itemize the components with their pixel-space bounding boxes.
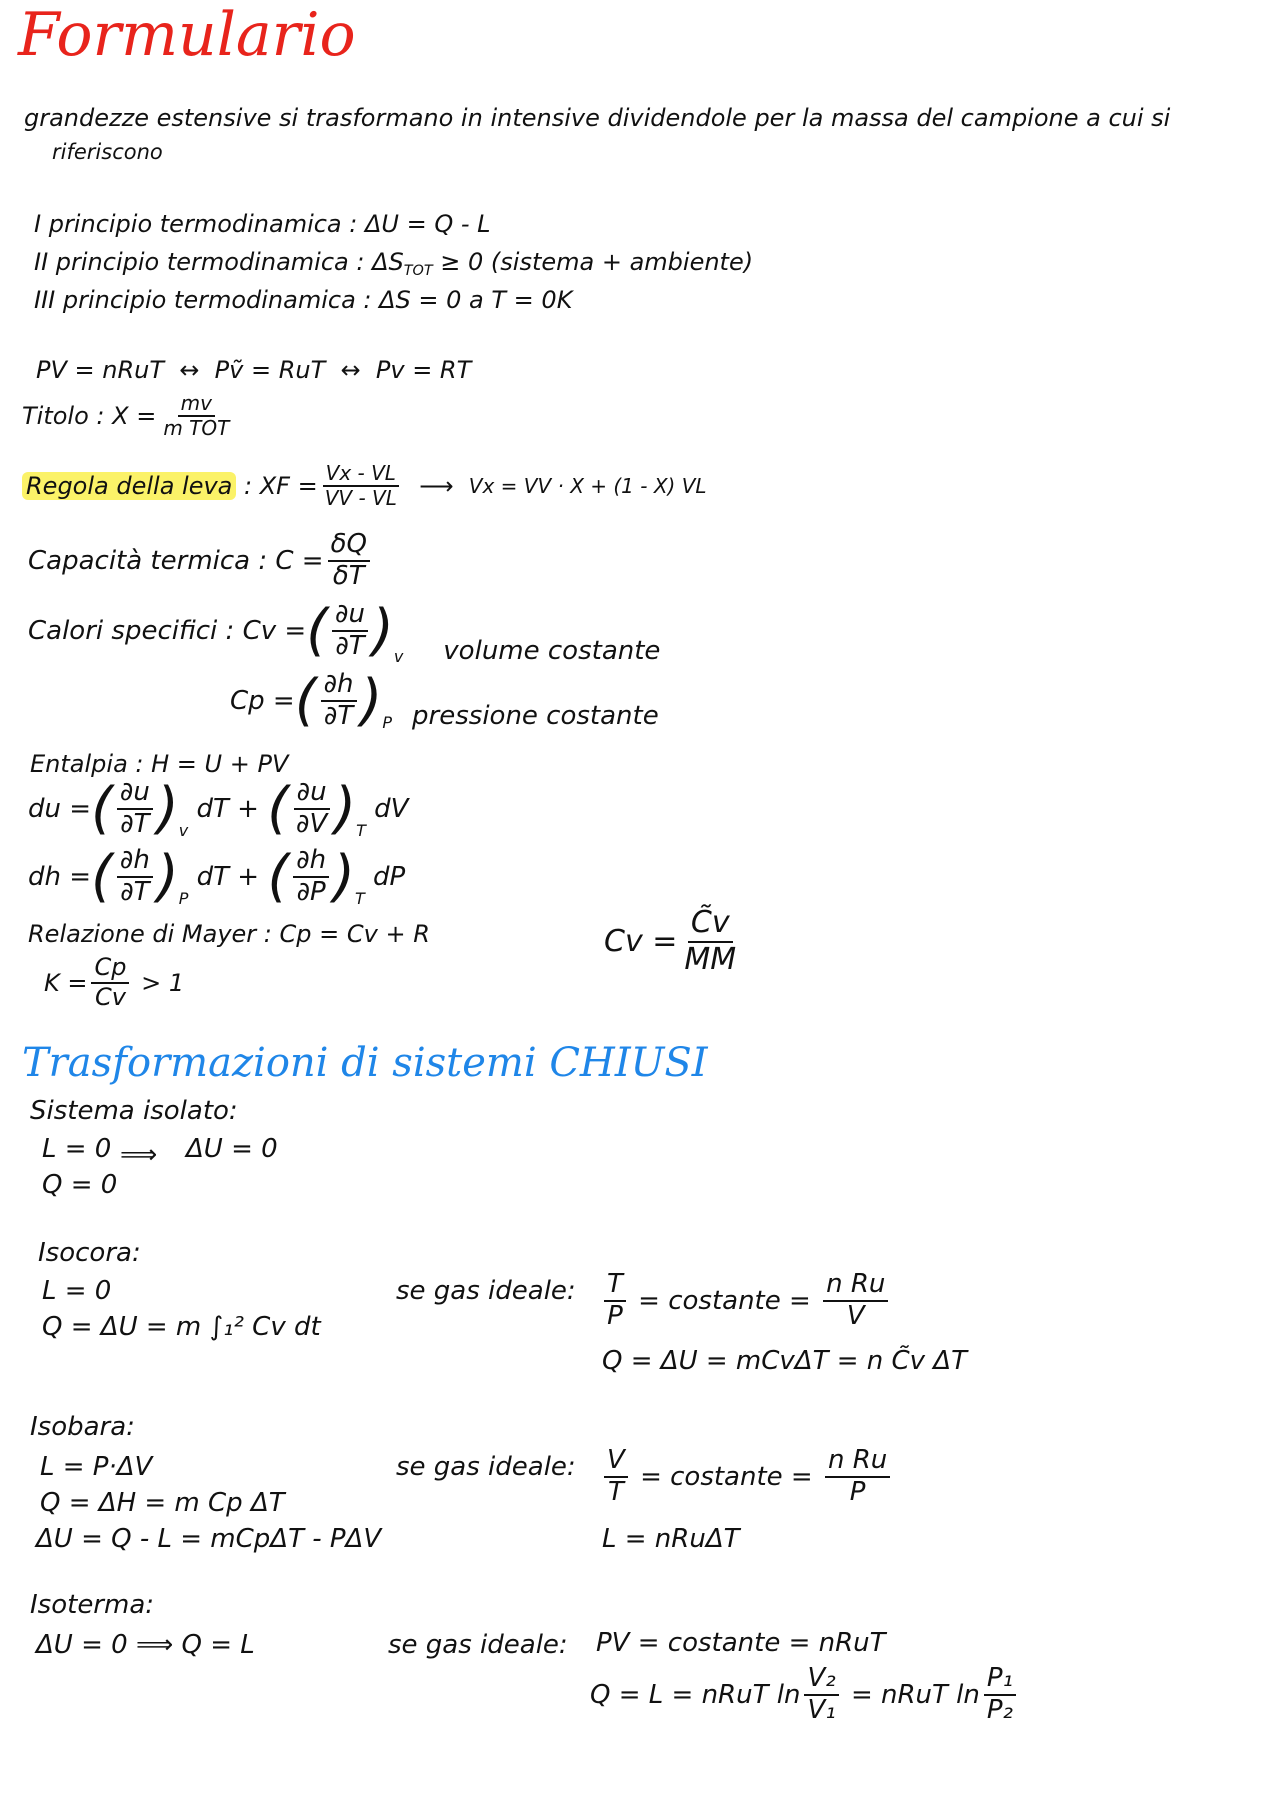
gas-law: [36, 356, 471, 384]
du-paren-4-icon: ): [334, 775, 357, 841]
titolo-num: mv: [178, 392, 215, 417]
calori-cp: [230, 667, 659, 733]
isobara-q: Q = ΔH = m Cp ΔT: [40, 1488, 285, 1518]
du-paren-2-icon: ): [156, 775, 179, 841]
du-equation: [28, 775, 409, 841]
principle-2: II principio termodinamica : $\Delta S_{TOT} \ge 0$ (sistema + ambiente): [34, 248, 754, 280]
k-num: Cp: [91, 954, 129, 984]
cv-molar: [604, 906, 743, 977]
intro-line-2: riferiscono: [52, 140, 163, 164]
leva-num: Vx - VL: [323, 462, 399, 487]
isobara-r1-den: T: [607, 1476, 624, 1507]
isobara-label: Isobara:: [30, 1412, 135, 1442]
titolo-x: X =: [112, 402, 157, 430]
isocora-r1-den: P: [607, 1300, 623, 1331]
principle-3-label: III principio termodinamica: [34, 286, 356, 314]
k-fraction: [91, 954, 129, 1011]
k-lhs: K =: [44, 968, 88, 997]
leva-label: Regola della leva: [22, 472, 236, 500]
cv-molar-lhs: Cv =: [604, 924, 678, 959]
page-title: Formulario: [18, 0, 356, 70]
isobara-r1-rden: P: [849, 1476, 866, 1507]
capacita-label: Capacità termica: [28, 545, 251, 576]
principle-1: I principio termodinamica : ΔU = Q - L: [34, 210, 491, 238]
dh-lhs: dh =: [28, 861, 92, 892]
dh-t1-d: dT +: [196, 861, 260, 892]
dh-t2-sub: T: [354, 888, 365, 908]
capacita: Capacità termica : C = $\frac{\delta Q}{\delta T}$: [28, 530, 374, 592]
cv-close-paren-icon: ): [371, 598, 394, 663]
titolo-label: Titolo: [22, 402, 89, 430]
du-t2-sub: T: [356, 820, 366, 840]
isocora-r1-rden: V: [846, 1300, 865, 1331]
dh-equation: [28, 843, 406, 909]
cp-num: ∂h: [321, 670, 357, 702]
principle-2-sub: TOT: [403, 263, 433, 280]
cv-num: ∂u: [332, 600, 368, 632]
section-title-closed-systems: Trasformazioni di sistemi CHIUSI: [22, 1040, 708, 1086]
leva-rhs: Vx = VV · X + (1 - X) VL: [468, 474, 707, 498]
dh-paren-2-icon: ): [156, 843, 179, 909]
du-t1-num: ∂u: [117, 778, 153, 810]
leva-arrow: ⟶: [419, 472, 454, 500]
capacita-den: δT: [332, 560, 365, 591]
leva-den: VV - VL: [324, 486, 397, 510]
isobara-r1: [600, 1446, 894, 1508]
isocora-r1: [600, 1270, 892, 1332]
k-rest: > 1: [141, 968, 185, 997]
k-ratio: [44, 954, 184, 1011]
dh-paren-4-icon: ): [333, 843, 355, 909]
dh-t2-den: ∂P: [296, 876, 326, 907]
intro-line-1: grandezze estensive si trasformano in intensive dividendole per la massa del campione a cui si: [24, 104, 1171, 132]
isoterma-r2-frac-1: [804, 1664, 838, 1726]
isolato-result: ΔU = 0: [186, 1134, 278, 1164]
dh-t1-num: ∂h: [117, 846, 153, 878]
du-paren-3-icon: (: [267, 775, 289, 841]
isolato-q: Q = 0: [42, 1170, 118, 1200]
leva: Regola della leva : XF = $\frac{Vx - VL}{VV - VL}$ ⟶ Vx = VV · X + (1 - X) VL: [22, 462, 707, 510]
du-paren-1-icon: (: [91, 775, 113, 841]
isocora-ideal: se gas ideale:: [396, 1276, 576, 1306]
isocora-r2: Q = ΔU = mCvΔT = n C̃v ΔT: [602, 1346, 967, 1376]
entalpia-label: Entalpia: [30, 750, 128, 778]
cp-lhs: Cp =: [230, 685, 295, 716]
isolato-l: L = 0: [42, 1134, 112, 1164]
isoterma-ideal: se gas ideale:: [388, 1630, 568, 1660]
cv-molar-den: MM: [684, 941, 737, 977]
isobara-u: ΔU = Q - L = mCpΔT - PΔV: [36, 1524, 382, 1554]
dh-t2-d: dP: [373, 861, 406, 892]
isoterma-r2-num-1: V₂: [804, 1664, 838, 1696]
entalpia: Entalpia : H = U + PV: [30, 750, 289, 778]
principle-2-label: II principio termodinamica: [34, 248, 349, 276]
isocora-r1-rnum: n Ru: [823, 1270, 888, 1302]
isobara-ideal: se gas ideale:: [396, 1452, 576, 1482]
cv-note: volume costante: [443, 636, 661, 666]
cv-lhs: Cv =: [242, 616, 307, 646]
du-t2-d: dV: [374, 793, 409, 824]
cp-fraction: [321, 670, 357, 732]
cv-molar-fraction: [681, 906, 739, 977]
cv-molar-num: C̃v: [688, 906, 733, 943]
titolo-fraction: [160, 392, 232, 440]
cp-den: ∂T: [323, 700, 354, 731]
isocora-r1-num: T: [604, 1270, 626, 1302]
du-t2-den: ∂V: [296, 808, 328, 839]
isoterma-r2-num-2: P₁: [984, 1664, 1016, 1696]
titolo: Titolo : X = $\frac{mv}{\text{m TOT}}$: [22, 392, 236, 440]
gas-law-arrow-2: ↔: [340, 356, 361, 384]
cv-den: ∂T: [335, 631, 365, 661]
isoterma-l: ΔU = 0 ⟹ Q = L: [36, 1630, 255, 1660]
dh-t2-num: ∂h: [293, 846, 329, 878]
capacita-lhs: C =: [275, 545, 324, 576]
cv-open-paren-icon: (: [306, 598, 329, 663]
dh-paren-3-icon: (: [267, 843, 290, 909]
isoterma-r2-frac-2: [984, 1664, 1016, 1726]
isocora-r1-mid: = costante =: [638, 1285, 811, 1316]
cv-fraction: [332, 600, 368, 662]
isoterma-r2a: Q = L = nRuT ln: [590, 1679, 801, 1710]
dh-t1-den: ∂T: [120, 876, 150, 907]
dh-frac-2: [293, 846, 329, 908]
isoterma-r2b: = nRuT ln: [850, 1679, 980, 1710]
isocora-q: Q = ΔU = m ∫₁² Cv dt: [42, 1312, 321, 1342]
gas-law-c: Pv = RT: [375, 356, 472, 384]
mayer-label: Relazione di Mayer: [28, 920, 257, 948]
cp-open-paren-icon: (: [294, 667, 317, 733]
du-lhs: du =: [28, 793, 92, 824]
calori-cv: Calori specifici : Cv = ( $\frac{\partial u}{\partial T}$ ) v volume costante: [28, 598, 661, 666]
isobara-r2: L = nRuΔT: [602, 1524, 740, 1554]
isocora-r1-frac: [604, 1270, 626, 1332]
principle-2-rest: ≥ 0 (sistema + ambiente): [432, 248, 754, 276]
du-t1-den: ∂T: [120, 808, 150, 839]
du-t2-num: ∂u: [294, 778, 330, 810]
gas-law-b: Pṽ = RuT: [214, 356, 326, 384]
cp-close-paren-icon: ): [360, 667, 383, 733]
gas-law-arrow-1: ↔: [179, 356, 200, 384]
isobara-r1-num: V: [604, 1446, 628, 1478]
cp-note: pressione costante: [412, 700, 659, 731]
dh-paren-1-icon: (: [91, 843, 113, 909]
du-t1-d: dT +: [196, 793, 259, 824]
principle-3-formula: ΔS = 0 a T = 0K: [379, 286, 573, 314]
cv-sub: v: [393, 647, 404, 666]
isoterma-label: Isoterma:: [30, 1590, 155, 1620]
capacita-num: δQ: [328, 530, 370, 562]
isolato-arrow: ⟹: [120, 1140, 158, 1170]
isocora-l: L = 0: [42, 1276, 112, 1306]
du-frac-1: [117, 778, 153, 840]
isobara-r1-rnum: n Ru: [825, 1446, 890, 1478]
titolo-den: m TOT: [163, 416, 230, 440]
capacita-fraction: [328, 530, 370, 592]
principle-3: III principio termodinamica : ΔS = 0 a T = 0K: [34, 286, 573, 314]
isobara-r1-frac: [604, 1446, 628, 1508]
leva-fraction: [322, 462, 400, 510]
isolato-label: Sistema isolato:: [30, 1096, 238, 1126]
dh-t1-sub: P: [178, 888, 189, 908]
dh-frac-1: [117, 846, 153, 908]
entalpia-formula: H = U + PV: [151, 750, 289, 778]
isoterma-r2: [590, 1664, 1020, 1726]
isocora-label: Isocora:: [38, 1238, 141, 1268]
k-den: Cv: [95, 982, 126, 1011]
gas-law-a: PV = nRuT: [36, 356, 165, 384]
isocora-r1-rfrac: [823, 1270, 888, 1332]
du-frac-2: [293, 778, 330, 840]
isobara-r1-rfrac: [825, 1446, 890, 1508]
leva-lhs: XF =: [259, 472, 318, 500]
calori-label: Calori specifici: [28, 616, 218, 646]
isoterma-r1: PV = costante = nRuT: [596, 1628, 886, 1658]
mayer-formula: Cp = Cv + R: [279, 920, 430, 948]
principle-1-formula: ΔU = Q - L: [364, 210, 491, 238]
cp-sub: P: [382, 712, 393, 732]
mayer: Relazione di Mayer : Cp = Cv + R: [28, 920, 430, 948]
principle-1-label: I principio termodinamica: [34, 210, 342, 238]
isobara-l: L = P·ΔV: [40, 1452, 153, 1482]
isoterma-r2-den-2: P₂: [986, 1694, 1013, 1725]
du-t1-sub: v: [178, 820, 189, 840]
isoterma-r2-den-1: V₁: [807, 1694, 836, 1725]
isobara-r1-mid: = costante =: [640, 1461, 813, 1492]
principle-2-formula: ΔS: [372, 248, 404, 276]
